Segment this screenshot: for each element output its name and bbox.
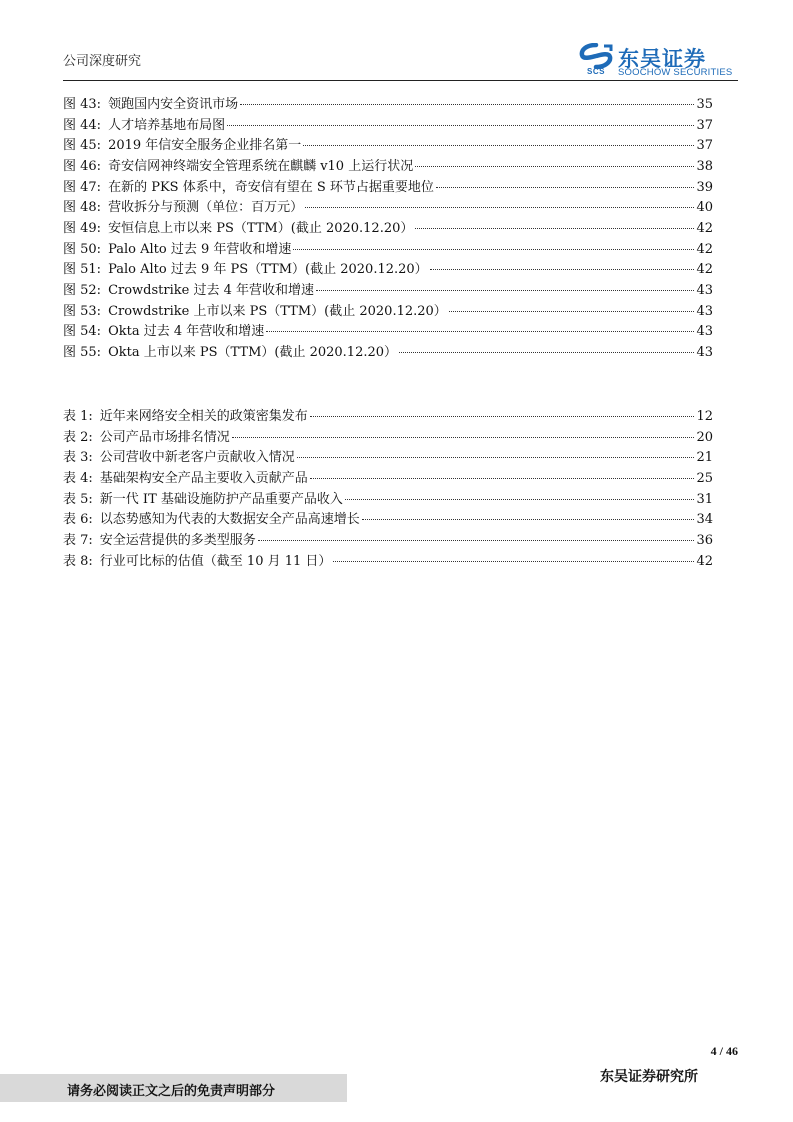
toc-entry[interactable] (63, 469, 713, 490)
dot-leader (436, 187, 695, 188)
toc-entry[interactable] (63, 322, 713, 343)
toc-entry[interactable] (63, 219, 713, 240)
footer-disclaimer: 请务必阅读正文之后的免责声明部分 (67, 1084, 276, 1099)
dot-leader (345, 499, 695, 500)
toc-entry-title: 公司营收中新老客户贡献收入情况 (99, 450, 295, 466)
toc-entry-title: 奇安信网神终端安全管理系统在麒麟 v10 上运行状况 (108, 158, 414, 174)
toc-entry-page: 42 (696, 220, 713, 236)
toc-entry-number: 图 50: (63, 241, 102, 257)
dot-leader (266, 331, 694, 332)
toc-entry-number: 表 7: (63, 532, 93, 548)
toc-entry-title: 基础架构安全产品主要收入贡献产品 (99, 470, 308, 486)
dot-leader (430, 269, 695, 270)
toc-entry-number: 表 5: (63, 491, 93, 507)
dot-leader (305, 207, 694, 208)
toc-entry-number: 图 43: (63, 97, 102, 112)
logo-abbreviation: SCS (587, 67, 605, 76)
toc-entry-page: 37 (696, 138, 713, 154)
footer-brand: 东吴证券研究所 (600, 1069, 698, 1085)
dot-leader (333, 561, 694, 562)
scs-logo-icon (578, 43, 614, 69)
toc-entry-title: Palo Alto 过去 9 年 PS（TTM）(截止 2020.12.20） (108, 262, 428, 278)
dot-leader (310, 416, 695, 417)
toc-entry-page: 43 (696, 344, 713, 360)
toc-entry-title: 人才培养基地布局图 (108, 117, 226, 133)
toc-entry-title: 近年来网络安全相关的政策密集发布 (99, 409, 308, 424)
toc-entry-page: 43 (696, 324, 713, 340)
dot-leader (240, 104, 694, 105)
toc-entry-number: 图 49: (63, 220, 102, 236)
toc-entry-number: 表 6: (63, 512, 93, 528)
toc-entry-page: 34 (696, 512, 713, 528)
toc-entry-title: 公司产品市场排名情况 (99, 429, 230, 445)
dot-leader (316, 290, 694, 291)
dot-leader (258, 540, 695, 541)
toc-entry[interactable] (63, 531, 713, 552)
toc-entry-number: 表 1: (63, 409, 93, 424)
toc-entry-title: Crowdstrike 上市以来 PS（TTM）(截止 2020.12.20） (108, 303, 447, 319)
toc-entry[interactable] (63, 157, 713, 178)
toc-entry-title: 2019 年信安全服务企业排名第一 (108, 138, 302, 154)
toc-entry-number: 图 47: (63, 179, 102, 195)
toc-entry[interactable] (63, 510, 713, 531)
toc-entry-number: 表 4: (63, 470, 93, 486)
toc-entry-title: 安恒信息上市以来 PS（TTM）(截止 2020.12.20） (108, 220, 414, 236)
toc-entry-number: 图 44: (63, 117, 102, 133)
toc-entry[interactable] (63, 448, 713, 469)
dot-leader (449, 311, 695, 312)
toc-entry[interactable] (63, 302, 713, 323)
dot-leader (310, 478, 695, 479)
toc-entry-title: Palo Alto 过去 9 年营收和增速 (108, 241, 292, 257)
dot-leader (362, 519, 695, 520)
toc-entry-number: 表 8: (63, 553, 93, 569)
report-type-title: 公司深度研究 (63, 54, 142, 69)
toc-entry-title: Okta 上市以来 PS（TTM）(截止 2020.12.20） (108, 344, 398, 360)
toc-entry-page: 43 (696, 303, 713, 319)
toc-entry[interactable] (63, 116, 713, 137)
toc-entry[interactable] (63, 552, 713, 573)
toc-entry[interactable] (63, 281, 713, 302)
dot-leader (293, 249, 694, 250)
page-number: 4 / 46 (710, 1044, 738, 1058)
toc-entry-number: 表 3: (63, 450, 93, 466)
toc-entry-page: 42 (696, 241, 713, 257)
toc-entry-page: 38 (696, 158, 713, 174)
toc-entry-page: 25 (696, 470, 713, 486)
company-logo (578, 43, 738, 79)
toc-entry-number: 图 55: (63, 344, 102, 360)
dot-leader (415, 228, 694, 229)
toc-entry-title: 安全运营提供的多类型服务 (99, 532, 256, 548)
toc-entry-title: 以态势感知为代表的大数据安全产品高速增长 (99, 512, 360, 528)
toc-entry-page: 39 (696, 179, 713, 195)
toc-entry-page: 42 (696, 262, 713, 278)
toc-entry-title: 营收拆分与预测（单位：百万元） (108, 200, 304, 216)
dot-leader (303, 145, 694, 146)
toc-entry-number: 图 52: (63, 282, 102, 298)
toc-entry-title: 领跑国内安全资讯市场 (108, 97, 239, 112)
dot-leader (227, 125, 694, 126)
toc-entry-page: 40 (696, 200, 713, 216)
toc-entry-number: 图 46: (63, 158, 102, 174)
toc-entry-page: 20 (696, 429, 713, 445)
logo-english-name: SOOCHOW SECURITIES (618, 67, 733, 78)
toc-entry-title: 新一代 IT 基础设施防护产品重要产品收入 (99, 491, 343, 507)
toc-entry-page: 12 (696, 409, 713, 424)
dot-leader (232, 437, 695, 438)
toc-entry-number: 表 2: (63, 429, 93, 445)
header-divider (63, 80, 738, 81)
toc-entry-number: 图 48: (63, 200, 102, 216)
toc-entry[interactable] (63, 428, 713, 449)
toc-entry[interactable] (63, 240, 713, 261)
toc-entry-number: 图 45: (63, 138, 102, 154)
toc-entry-page: 36 (696, 532, 713, 548)
toc-entry[interactable] (63, 490, 713, 511)
dot-leader (399, 352, 694, 353)
dot-leader (415, 166, 694, 167)
toc-entry[interactable] (63, 407, 713, 428)
toc-entry-title: 行业可比标的估值（截至 10 月 11 日） (99, 553, 332, 569)
toc-entry-number: 图 51: (63, 262, 102, 278)
toc-entry-page: 35 (696, 97, 713, 112)
toc-entry[interactable] (63, 198, 713, 219)
toc-entry-page: 37 (696, 117, 713, 133)
toc-entry[interactable] (63, 136, 713, 157)
logo-chinese-name: 东吴证券 (618, 47, 706, 71)
toc-entry-page: 42 (696, 553, 713, 569)
toc-entry-title: Crowdstrike 过去 4 年营收和增速 (108, 282, 315, 298)
table-list (63, 407, 713, 572)
toc-entry-page: 43 (696, 282, 713, 298)
dot-leader (297, 457, 695, 458)
toc-entry-number: 图 53: (63, 303, 102, 319)
toc-entry-title: Okta 过去 4 年营收和增速 (108, 324, 265, 340)
figure-list (63, 95, 713, 364)
toc-entry-page: 31 (696, 491, 713, 507)
toc-entry-page: 21 (696, 450, 713, 466)
toc-entry-title: 在新的 PKS 体系中，奇安信有望在 S 环节占据重要地位 (108, 179, 434, 195)
toc-entry[interactable] (63, 95, 713, 116)
toc-entry[interactable] (63, 343, 713, 364)
toc-entry-number: 图 54: (63, 324, 102, 340)
toc-entry[interactable] (63, 178, 713, 199)
toc-entry[interactable] (63, 260, 713, 281)
